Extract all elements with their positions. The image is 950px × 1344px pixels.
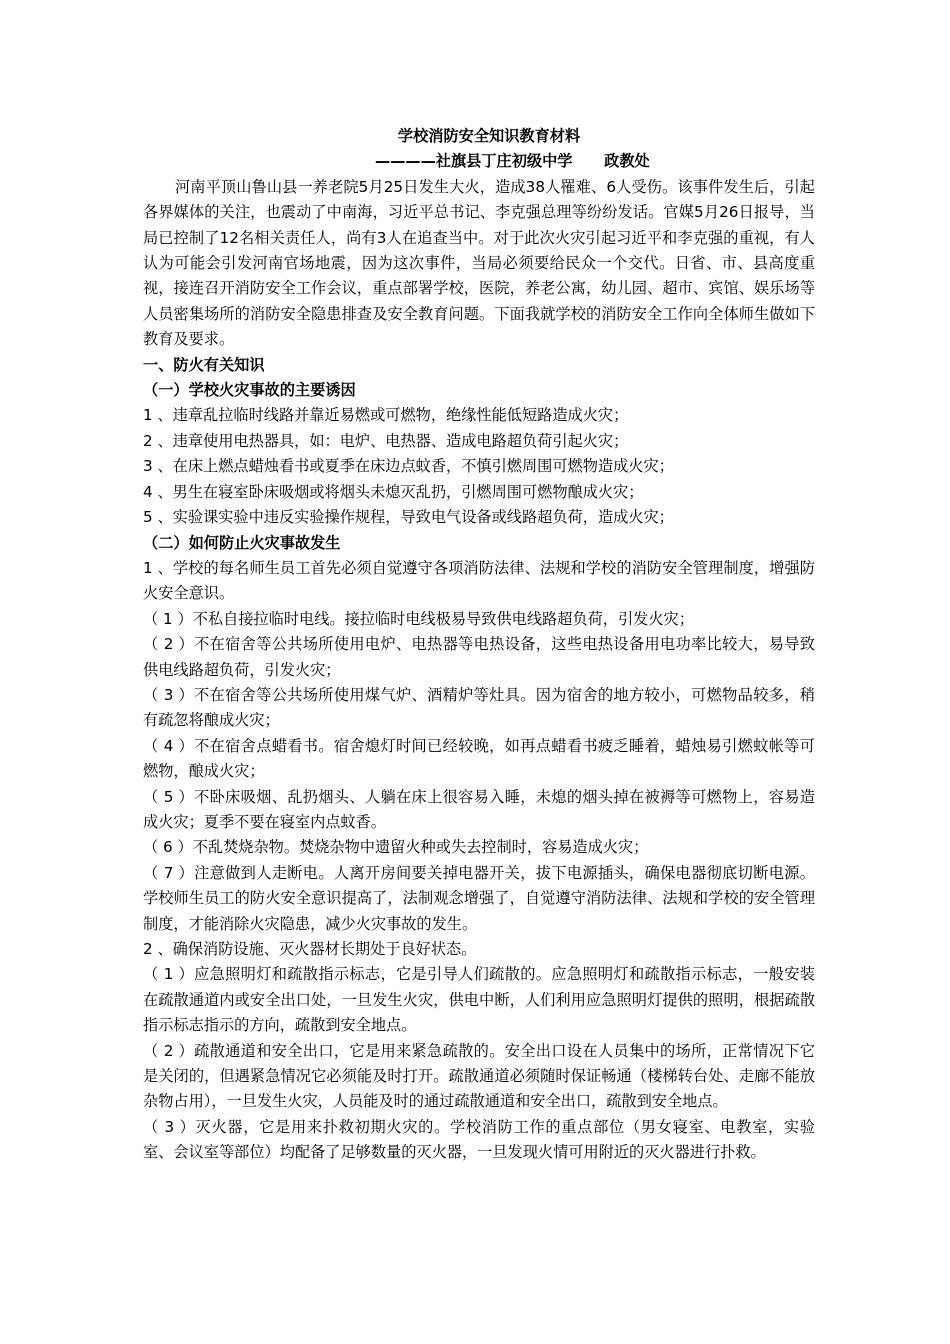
- prevention-item: （ 3 ）不在宿舍等公共场所使用煤气炉、酒精炉等灶具。因为宿舍的地方较小，可燃物品较多，稍有疏忽将酿成火灾；: [143, 685, 815, 730]
- prevention-point: 1 、学校的每名师生员工首先必须自觉遵守各项消防法律、法规和学校的消防安全管理制度，增强防火安全意识。: [143, 558, 815, 603]
- prevention-item: （ 5 ）不卧床吸烟、乱扔烟头、人躺在床上很容易入睡，未熄的烟头掉在被褥等可燃物上，容易造成火灾；夏季不要在寝室内点蚊香。: [143, 787, 815, 831]
- document-body: [143, 124, 815, 1166]
- cause-item: 1 、违章乱拉临时线路并靠近易燃或可燃物，绝缘性能低短路造成火灾；: [143, 406, 629, 425]
- cause-item: 2 、违章使用电热器具，如：电炉、电热器、造成电路超负荷引起火灾；: [143, 431, 629, 450]
- prevention-item: （ 6 ）不乱焚烧杂物。焚烧杂物中遗留火种或失去控制时，容易造成火灾；: [143, 838, 649, 857]
- subsection-heading-causes: （一）学校火灾事故的主要诱因: [143, 381, 356, 400]
- cause-item: 5 、实验课实验中违反实验操作规程，导致电气设备或线路超负荷，造成火灾；: [143, 508, 674, 527]
- facility-item: （ 3 ）灭火器，它是用来扑救初期火灾的。学校消防工作的重点部位（男女寝室、电教室，实验室、会议室等部位）均配备了足够数量的灭火器，一旦发现火情可用附近的灭火器进行扑救。: [143, 1117, 815, 1162]
- prevention-point: 2 、确保消防设施、灭火器材长期处于良好状态。: [143, 940, 477, 958]
- subsection-heading-prevention: （二）如何防止火灾事故发生: [143, 533, 341, 552]
- prevention-item: （ 7 ）注意做到人走断电。人离开房间要关掉电器开关，拔下电源插头，确保电器彻底切断电源。 学校师生员工的防火安全意识提高了，法制观念增强了，自觉遵守消防法律、法规和学校的安全管理制度，才能消除火灾隐患，减少火灾事故的发生。: [143, 863, 815, 933]
- document-title: 学校消防安全知识教育材料: [397, 127, 581, 145]
- cause-item: 3 、在床上燃点蜡烛看书或夏季在床边点蚊香，不慎引燃周围可燃物造成火灾；: [143, 457, 674, 476]
- prevention-item: （ 2 ）不在宿舍等公共场所使用电炉、电热器等电热设备，这些电热设备用电功率比较大，易导致供电线路超负荷，引发火灾；: [143, 635, 815, 679]
- prevention-item: （ 4 ）不在宿舍点蜡看书。宿舍熄灯时间已经较晚，如再点蜡看书疲乏睡着，蜡烛易引燃蚊帐等可燃物，酿成火灾；: [143, 736, 815, 781]
- prevention-item: （ 1 ）不私自接拉临时电线。接拉临时电线极易导致供电线路超负荷，引发火灾；: [143, 609, 694, 628]
- facility-item: （ 2 ）疏散通道和安全出口，它是用来紧急疏散的。安全出口设在人员集中的场所，正常情况下它是关闭的，但遇紧急情况它必须能及时打开。疏散通道必须随时保证畅通（楼梯转台处、走廊不能放杂物占用），一旦发生火灾，人员能及时的通过疏散通道和安全出口，疏散到安全地点。: [143, 1041, 815, 1111]
- document-subtitle: ————社旗县丁庄初级中学 政教处: [375, 152, 650, 171]
- section-heading-fire-knowledge: 一、防火有关知识: [143, 355, 265, 374]
- facility-item: （ 1 ）应急照明灯和疏散指示标志，它是引导人们疏散的。应急照明灯和疏散指示标志，一般安装在疏散通道内或安全出口处，一旦发生火灾，供电中断，人们利用应急照明灯提供的照明，根据疏散指示标志指示的方向，疏散到安全地点。: [143, 965, 815, 1035]
- intro-paragraph: 河南平顶山鲁山县一养老院5月25日发生大火，造成38人罹难、6人受伤。该事件发生后，引起各界媒体的关注，也震动了中南海，习近平总书记、李克强总理等纷纷发话。官媒5月26日报导，当局已控制了12名相关责任人，尚有3人在追查当中。对于此次火灾引起习近平和李克强的重视，有人认为可能会引发河南官场地震，因为这次事件，当局必须要给民众一个交代。日省、市、县高度重视，接连召开消防安全工作会议，重点部署学校，医院，养老公寓，幼儿园、超市、宾馆、娱乐场等人员密集场所的消防安全隐患排查及安全教育问题。下面我就学校的消防安全工作向全体师生做如下教育及要求。: [143, 177, 815, 349]
- cause-item: 4 、男生在寝室卧床吸烟或将烟头未熄灭乱扔，引燃周围可燃物酿成火灾；: [143, 482, 644, 501]
